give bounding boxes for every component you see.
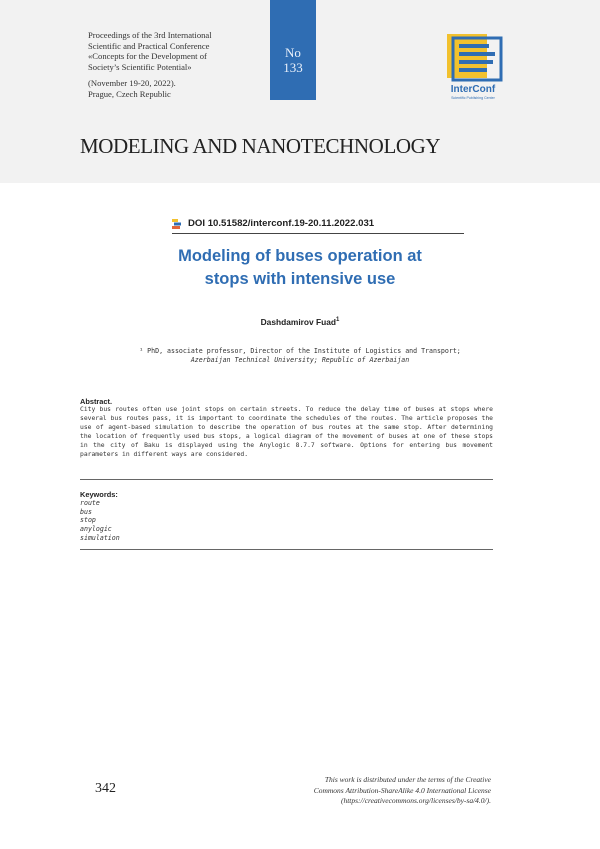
title-line: Modeling of buses operation at <box>178 247 422 265</box>
keywords-list <box>80 499 280 543</box>
proceedings-line: Scientific and Practical Conference <box>88 40 210 51</box>
keyword: simulation <box>80 533 120 542</box>
title-line: stops with intensive use <box>204 270 396 288</box>
abstract-text: City bus routes often use joint stops on certain streets. To reduce the delay time of buses at stops where several bus routes pass, it is important to coordinate the schedules of the routes. The article proposes the use of agent-based simulation to describe the operation of bus routes at the same stop. After determining the location of frequently used bus stops, a logical diagram of the movement of buses at one of these stops in the city of Baku is displayed using the Anylogic 8.7.7 software. Options for entering bus movement parameters in different ways are considered. <box>80 406 493 458</box>
license-line: This work is distributed under the terms of the Creative <box>324 775 491 784</box>
abstract-label: Abstract. <box>80 397 113 406</box>
abstract-divider <box>80 479 493 480</box>
interconf-logo <box>441 30 505 102</box>
issue-label: No <box>285 45 301 60</box>
license-line: Commons Attribution-ShareAlike 4.0 International License <box>313 785 491 795</box>
svg-text:Scientific Publishing Center: Scientific Publishing Center <box>451 96 495 100</box>
keyword: route <box>80 499 100 507</box>
conference-info <box>88 30 273 100</box>
issue-number: 133 <box>283 60 303 75</box>
section-title: MODELING AND NANOTECHNOLOGY <box>80 134 441 158</box>
license-link[interactable]: (https://creativecommons.org/licenses/by-sa/4.0/). <box>340 796 491 805</box>
svg-text:InterConf: InterConf <box>450 84 496 95</box>
keyword: bus <box>80 507 92 516</box>
keyword: anylogic <box>80 525 112 534</box>
keywords-label: Keywords: <box>80 490 118 499</box>
keywords <box>80 490 280 543</box>
abstract <box>80 397 493 459</box>
proceedings-line: Society’s Scientific Potential» <box>88 61 192 72</box>
doi-row <box>172 218 464 229</box>
keyword: stop <box>80 516 96 525</box>
conference-dates: (November 19-20, 2022). <box>88 78 176 89</box>
paper-title <box>100 245 500 291</box>
page-number: 342 <box>95 781 116 796</box>
author <box>100 317 500 327</box>
proceedings-line: «Concepts for the Development of <box>88 51 207 62</box>
issue-badge <box>270 0 316 100</box>
conference-place: Prague, Czech Republic <box>88 88 171 99</box>
affiliation <box>80 347 520 366</box>
doi-icon <box>172 219 182 229</box>
author-name: Dashdamirov Fuad <box>260 317 337 327</box>
affiliation-line: ¹ PhD, associate professor, Director of the Institute of Logistics and Transport; <box>139 347 461 355</box>
license-note <box>230 775 491 807</box>
author-sup: 1 <box>336 317 340 324</box>
affiliation-university: Azerbaijan Technical University; Republic of Azerbaijan <box>190 356 410 365</box>
proceedings-line: Proceedings of the 3rd International <box>88 30 212 40</box>
doi-link[interactable]: DOI 10.51582/interconf.19-20.11.2022.031 <box>188 218 375 229</box>
doi-divider <box>172 233 464 234</box>
keywords-divider <box>80 549 493 550</box>
